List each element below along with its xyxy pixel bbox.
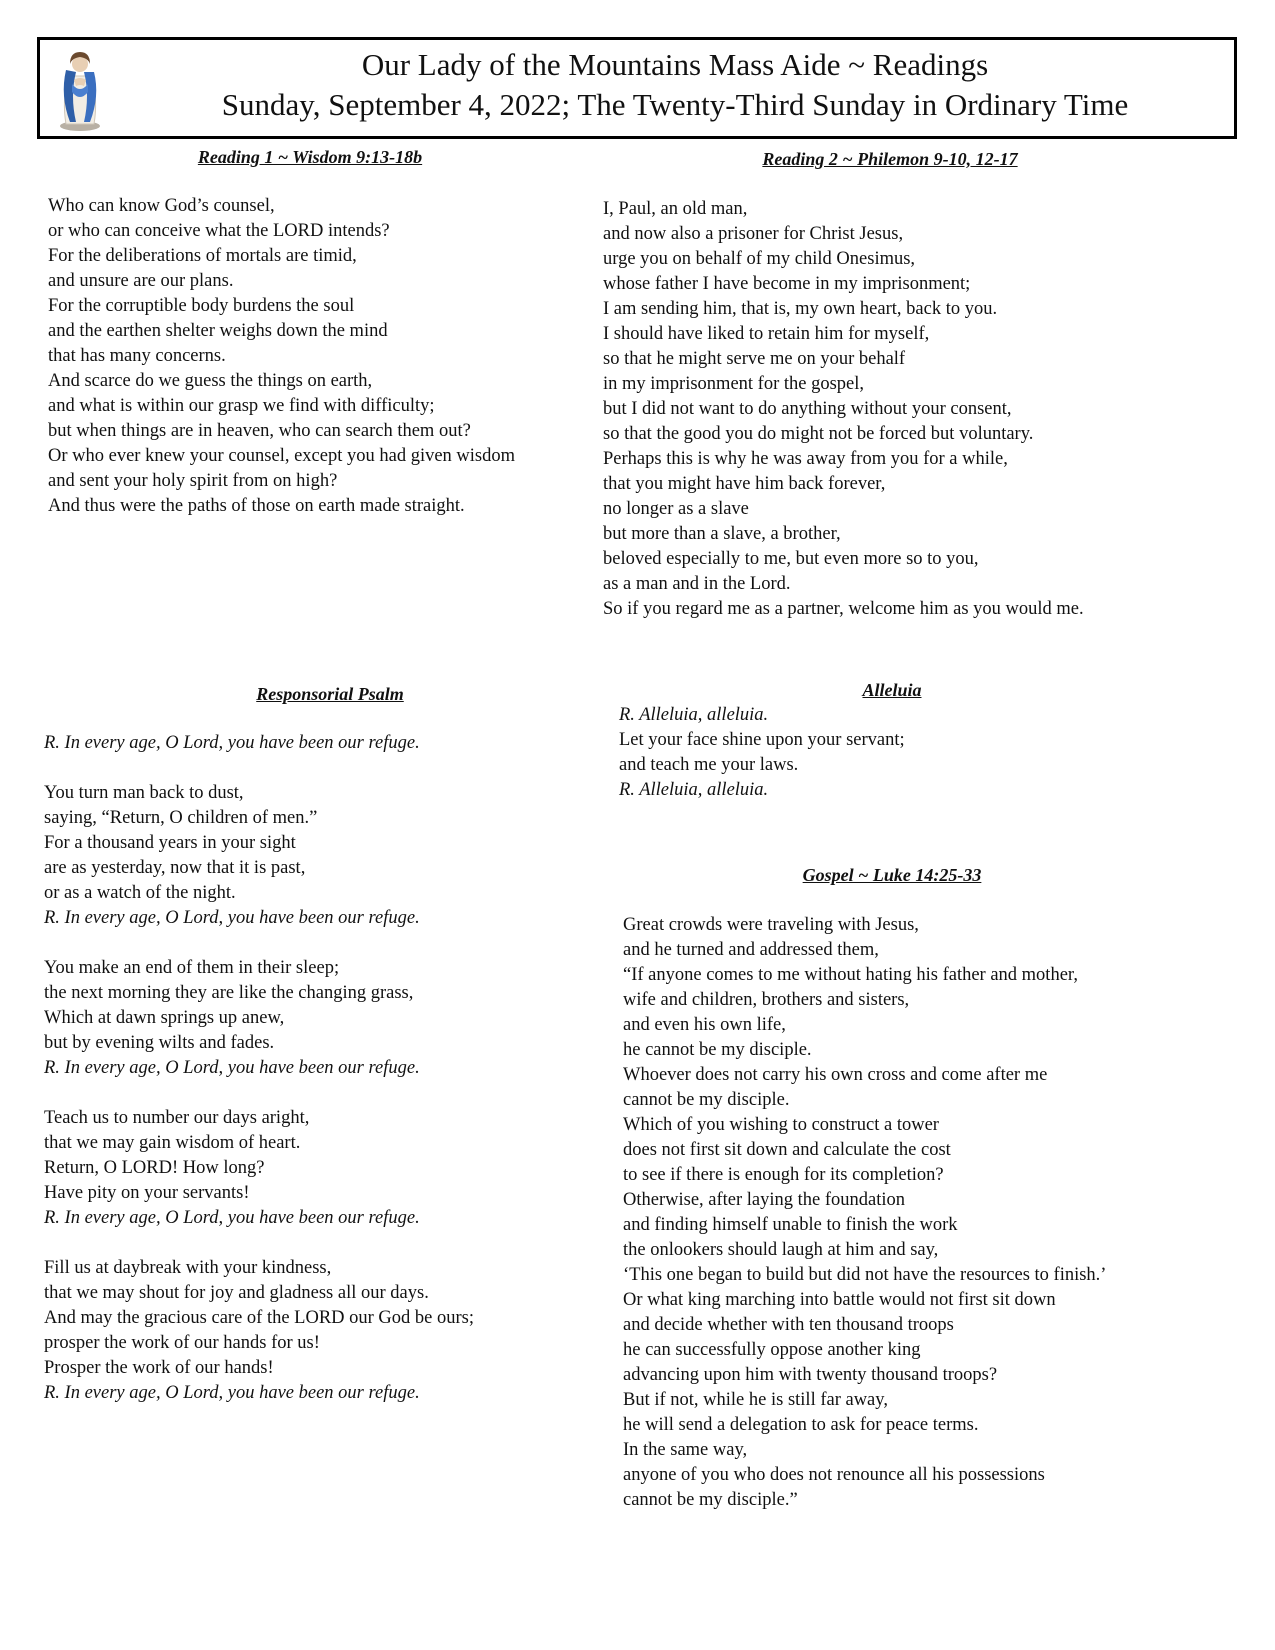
psalm-line: Which at dawn springs up anew, — [44, 1008, 285, 1028]
reading1-line: and unsure are our plans. — [48, 271, 234, 291]
psalm-line: You turn man back to dust, — [44, 783, 244, 803]
gospel-line: and decide whether with ten thousand troops — [623, 1315, 954, 1335]
gospel-line: he can successfully oppose another king — [623, 1340, 921, 1360]
psalm-line: Have pity on your servants! — [44, 1183, 250, 1203]
psalm-line: You make an end of them in their sleep; — [44, 958, 340, 978]
reading2-line: but I did not want to do anything without your consent, — [603, 399, 1012, 419]
psalm-text — [44, 731, 474, 1406]
gospel-line: cannot be my disciple. — [623, 1090, 790, 1110]
gospel-line: Whoever does not carry his own cross and come after me — [623, 1065, 1048, 1085]
reading1-text — [48, 194, 515, 519]
reading2-line: that you might have him back forever, — [603, 474, 886, 494]
psalm-line: are as yesterday, now that it is past, — [44, 858, 306, 878]
reading2-line: I am sending him, that is, my own heart, back to you. — [603, 299, 998, 319]
alleluia-line: and teach me your laws. — [619, 755, 799, 775]
reading2-line: no longer as a slave — [603, 499, 749, 519]
reading2-line: beloved especially to me, but even more so to you, — [603, 549, 979, 569]
reading2-line: so that the good you do might not be forced but voluntary. — [603, 424, 1034, 444]
psalm-response: R. In every age, O Lord, you have been our refuge. — [44, 733, 420, 753]
psalm-line: that we may gain wisdom of heart. — [44, 1133, 301, 1153]
page-subtitle: Sunday, September 4, 2022; The Twenty-Third Sunday in Ordinary Time — [221, 87, 1129, 122]
psalm-line: Teach us to number our days aright, — [44, 1108, 310, 1128]
reading1-heading: Reading 1 ~ Wisdom 9:13-18b — [197, 147, 423, 167]
gospel-line: does not first sit down and calculate the cost — [623, 1140, 951, 1160]
reading2-line: Perhaps this is why he was away from you for a while, — [603, 449, 1008, 469]
gospel-line: cannot be my disciple.” — [623, 1490, 798, 1510]
psalm-response: R. In every age, O Lord, you have been our refuge. — [44, 1058, 420, 1078]
gospel-line: advancing upon him with twenty thousand troops? — [623, 1365, 998, 1385]
reading2-line: urge you on behalf of my child Onesimus, — [603, 249, 916, 269]
psalm-line: or as a watch of the night. — [44, 883, 236, 903]
psalm-line: prosper the work of our hands for us! — [44, 1333, 320, 1353]
gospel-line: Otherwise, after laying the foundation — [623, 1190, 906, 1210]
reading1-line: and sent your holy spirit from on high? — [48, 471, 338, 491]
reading1-line: And thus were the paths of those on earth made straight. — [48, 496, 465, 516]
gospel-line: In the same way, — [623, 1440, 748, 1460]
reading1-line: and what is within our grasp we find with difficulty; — [48, 396, 435, 416]
psalm-line: the next morning they are like the changing grass, — [44, 983, 414, 1003]
gospel-line: “If anyone comes to me without hating his father and mother, — [623, 965, 1078, 985]
page-title: Our Lady of the Mountains Mass Aide ~ Readings — [361, 47, 989, 82]
reading2-text — [603, 197, 1084, 622]
psalm-response: R. In every age, O Lord, you have been our refuge. — [44, 908, 420, 928]
gospel-line: Which of you wishing to construct a tower — [623, 1115, 939, 1135]
reading2-line: I, Paul, an old man, — [603, 199, 748, 219]
reading1-line: For the deliberations of mortals are timid, — [48, 246, 357, 266]
reading2-line: whose father I have become in my imprisonment; — [603, 274, 971, 294]
reading1-line: or who can conceive what the LORD intends? — [48, 221, 390, 241]
reading2-line: So if you regard me as a partner, welcome him as you would me. — [603, 599, 1084, 619]
psalm-response: R. In every age, O Lord, you have been our refuge. — [44, 1208, 420, 1228]
reading2-line: and now also a prisoner for Christ Jesus, — [603, 224, 904, 244]
psalm-line: Return, O LORD! How long? — [44, 1158, 265, 1178]
header-box — [37, 37, 1237, 139]
psalm-line: Fill us at daybreak with your kindness, — [44, 1258, 332, 1278]
reading1-line: For the corruptible body burdens the soul — [48, 296, 355, 316]
alleluia-heading: Alleluia — [862, 680, 922, 700]
reading1-line: that has many concerns. — [48, 346, 226, 366]
gospel-line: the onlookers should laugh at him and say, — [623, 1240, 939, 1260]
alleluia-response: R. Alleluia, alleluia. — [619, 780, 769, 800]
psalm-heading: Responsorial Psalm — [256, 684, 404, 704]
gospel-line: Or what king marching into battle would not first sit down — [623, 1290, 1056, 1310]
reading2-line: so that he might serve me on your behalf — [603, 349, 906, 369]
psalm-line: For a thousand years in your sight — [44, 833, 296, 853]
gospel-line: But if not, while he is still far away, — [623, 1390, 888, 1410]
reading2-line: I should have liked to retain him for myself, — [603, 324, 930, 344]
gospel-line: and even his own life, — [623, 1015, 786, 1035]
psalm-line: saying, “Return, O children of men.” — [44, 808, 318, 828]
reading2-heading: Reading 2 ~ Philemon 9-10, 12-17 — [762, 149, 1018, 169]
gospel-line: and finding himself unable to finish the work — [623, 1215, 958, 1235]
gospel-line: to see if there is enough for its completion? — [623, 1165, 944, 1185]
psalm-response: R. In every age, O Lord, you have been our refuge. — [44, 1383, 420, 1403]
psalm-line: Prosper the work of our hands! — [44, 1358, 274, 1378]
gospel-line: he will send a delegation to ask for peace terms. — [623, 1415, 979, 1435]
psalm-line: And may the gracious care of the LORD our God be ours; — [44, 1308, 475, 1328]
reading1-line: Or who ever knew your counsel, except you had given wisdom — [48, 446, 516, 466]
gospel-line: ‘This one began to build but did not have the resources to finish.’ — [623, 1265, 1107, 1285]
psalm-line: that we may shout for joy and gladness all our days. — [44, 1283, 429, 1303]
reading2-line: in my imprisonment for the gospel, — [603, 374, 865, 394]
reading1-line: And scarce do we guess the things on earth, — [48, 371, 373, 391]
gospel-line: anyone of you who does not renounce all his possessions — [623, 1465, 1045, 1485]
psalm-line: but by evening wilts and fades. — [44, 1033, 275, 1053]
gospel-line: and he turned and addressed them, — [623, 940, 879, 960]
gospel-line: wife and children, brothers and sisters, — [623, 990, 910, 1010]
alleluia-response: R. Alleluia, alleluia. — [619, 705, 769, 725]
gospel-line: he cannot be my disciple. — [623, 1040, 812, 1060]
reading1-line: and the earthen shelter weighs down the mind — [48, 321, 388, 341]
gospel-text — [623, 913, 1106, 1513]
reading1-line: Who can know God’s counsel, — [48, 196, 275, 216]
gospel-heading: Gospel ~ Luke 14:25-33 — [802, 865, 982, 885]
reading2-line: but more than a slave, a brother, — [603, 524, 841, 544]
gospel-line: Great crowds were traveling with Jesus, — [623, 915, 919, 935]
reading2-line: as a man and in the Lord. — [603, 574, 791, 594]
alleluia-line: Let your face shine upon your servant; — [619, 730, 905, 750]
reading1-line: but when things are in heaven, who can search them out? — [48, 421, 471, 441]
madonna-statue-icon — [54, 46, 106, 132]
alleluia-text — [619, 703, 905, 803]
